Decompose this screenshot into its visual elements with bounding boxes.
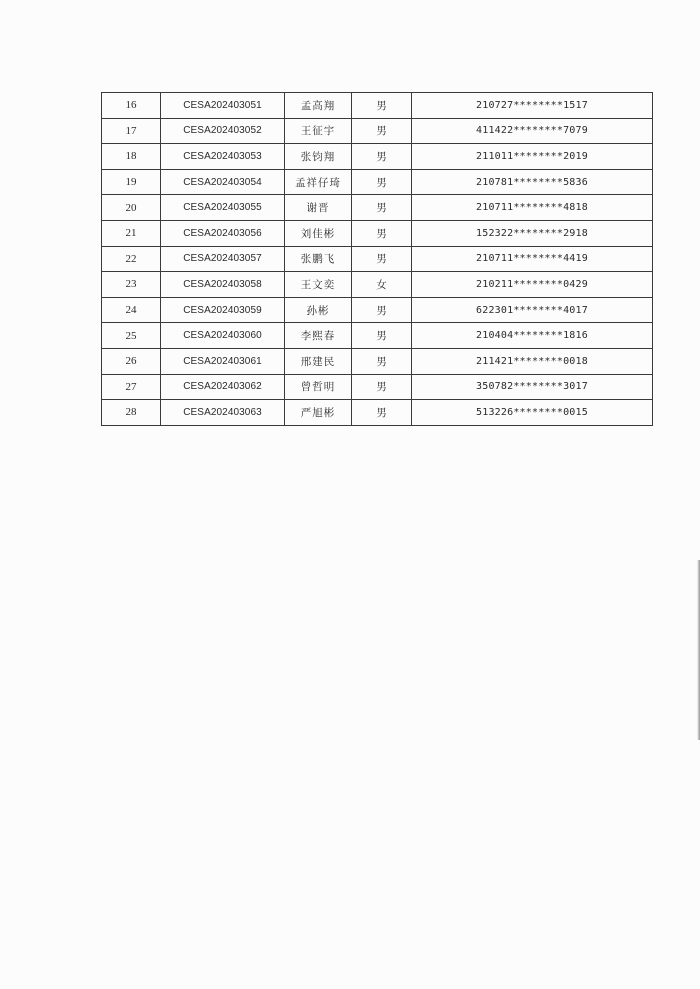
person-sex: 男 [352,400,412,426]
row-number: 18 [102,144,161,170]
id-card-number: 210211********0429 [412,272,653,298]
registration-id: CESA202403061 [161,348,285,374]
id-card-number: 622301********4017 [412,297,653,323]
id-card-number: 211421********0018 [412,348,653,374]
person-sex: 男 [352,374,412,400]
registration-id: CESA202403055 [161,195,285,221]
person-name: 张鹏飞 [285,246,352,272]
id-card-number: 210404********1816 [412,323,653,349]
id-card-number: 350782********3017 [412,374,653,400]
table-row [102,93,653,119]
person-sex: 男 [352,348,412,374]
table-row [102,323,653,349]
registration-id: CESA202403054 [161,169,285,195]
table-row [102,272,653,298]
person-sex: 男 [352,169,412,195]
registration-id: CESA202403058 [161,272,285,298]
person-name: 刘佳彬 [285,220,352,246]
table-row [102,118,653,144]
table-row [102,144,653,170]
person-sex: 男 [352,220,412,246]
table-row [102,400,653,426]
person-name: 孟祥仔琦 [285,169,352,195]
row-number: 19 [102,169,161,195]
table-row [102,195,653,221]
id-card-number: 210781********5836 [412,169,653,195]
row-number: 22 [102,246,161,272]
row-number: 17 [102,118,161,144]
id-card-number: 210711********4419 [412,246,653,272]
row-number: 24 [102,297,161,323]
person-sex: 男 [352,297,412,323]
person-name: 孟高翔 [285,93,352,119]
table-row [102,220,653,246]
row-number: 26 [102,348,161,374]
person-name: 孙彬 [285,297,352,323]
id-card-number: 513226********0015 [412,400,653,426]
row-number: 16 [102,93,161,119]
registration-id: CESA202403059 [161,297,285,323]
registration-id: CESA202403060 [161,323,285,349]
row-number: 27 [102,374,161,400]
person-sex: 男 [352,93,412,119]
row-number: 20 [102,195,161,221]
registration-id: CESA202403056 [161,220,285,246]
registration-id: CESA202403053 [161,144,285,170]
roster-table [101,92,653,426]
roster-table-body [102,93,653,426]
person-sex: 男 [352,246,412,272]
id-card-number: 152322********2918 [412,220,653,246]
table-row [102,169,653,195]
registration-id: CESA202403062 [161,374,285,400]
registration-id: CESA202403063 [161,400,285,426]
person-name: 曾哲明 [285,374,352,400]
person-name: 张钧翔 [285,144,352,170]
registration-id: CESA202403051 [161,93,285,119]
person-name: 王征宇 [285,118,352,144]
row-number: 25 [102,323,161,349]
registration-id: CESA202403052 [161,118,285,144]
person-name: 李熙春 [285,323,352,349]
person-name: 邢建民 [285,348,352,374]
person-sex: 女 [352,272,412,298]
row-number: 28 [102,400,161,426]
id-card-number: 211011********2019 [412,144,653,170]
row-number: 23 [102,272,161,298]
person-sex: 男 [352,195,412,221]
id-card-number: 411422********7079 [412,118,653,144]
id-card-number: 210711********4818 [412,195,653,221]
person-sex: 男 [352,118,412,144]
person-name: 王文奕 [285,272,352,298]
registration-id: CESA202403057 [161,246,285,272]
id-card-number: 210727********1517 [412,93,653,119]
person-name: 谢晋 [285,195,352,221]
table-row [102,374,653,400]
row-number: 21 [102,220,161,246]
table-row [102,297,653,323]
table-row [102,246,653,272]
table-row [102,348,653,374]
person-sex: 男 [352,323,412,349]
person-sex: 男 [352,144,412,170]
person-name: 严旭彬 [285,400,352,426]
